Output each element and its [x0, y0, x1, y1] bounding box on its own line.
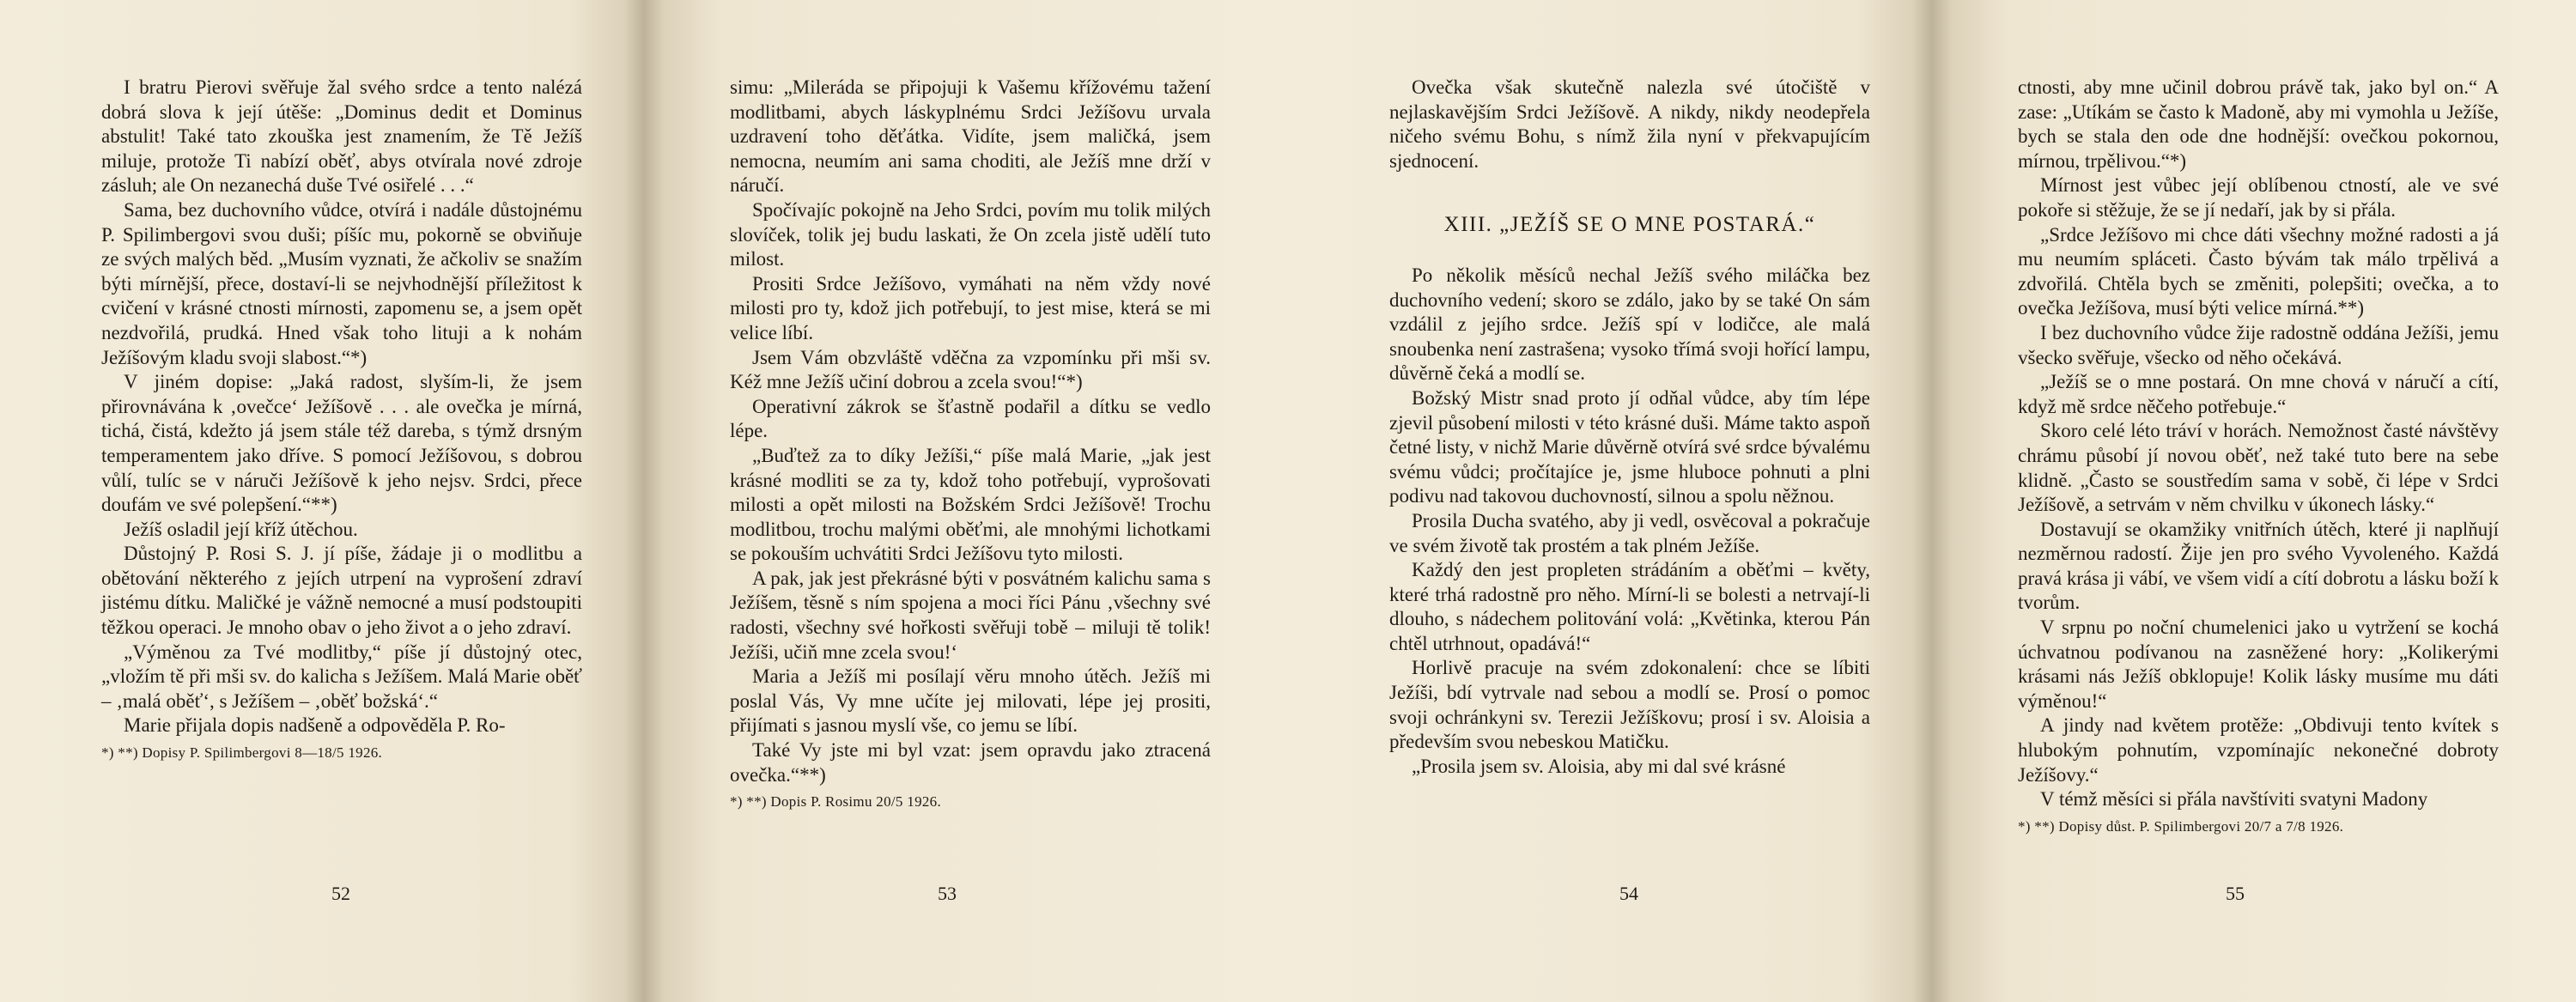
- paragraph: Prositi Srdce Ježíšovo, vymáhati na něm vždy nové milosti pro ty, kdož jich potřebují, to jest mise, která se mi velice líbí.: [730, 272, 1211, 343]
- page-55: [1932, 0, 2576, 1002]
- page-number: 52: [331, 883, 350, 904]
- paragraph: Operativní zákrok se šťastně podařil a dítku se vedlo lépe.: [730, 395, 1211, 442]
- page-52: [0, 0, 644, 1002]
- paragraph: simu: „Mileráda se připojuji k Vašemu křížovému tažení modlitbami, abych láskyplnému Srdci Ježíšovu urvala uzdravení toho děťátka. Vidíte, jsem maličká, jsem nemocna, neumím ani sama choditi, ale Ježíš mne drží v náručí.: [730, 76, 1211, 197]
- footnote: *) **) Dopisy P. Spilimbergovi 8—18/5 1926.: [101, 744, 383, 762]
- page-54: [1288, 0, 1932, 1002]
- page-number: 55: [2226, 883, 2245, 904]
- paragraph: Důstojný P. Rosi S. J. jí píše, žádaje ji o modlitbu a obětování některého z jejích utrpení na vyprošení zdraví jistému dítku. Maličké je vážně nemocné a musí podstoupiti těžkou operaci. Je mnoho obav o jeho život a o jeho zdraví.: [101, 543, 582, 639]
- paragraph: A pak, jak jest překrásné býti v posvátném kalichu sama s Ježíšem, těsně s ním spojena a moci říci Pánu ‚všechny své radosti, všechny své hořkosti svěřuji tobě – miluji tě tolik! Ježíši, učiň mne zcela svou!‘: [730, 567, 1211, 663]
- paragraph: Božský Mistr snad proto jí odňal vůdce, aby tím lépe zjevil působení milosti v této krásné duši. Máme takto aspoň četné listy, v nichž Marie důvěrně otvírá své srdce bývalému svému vůdci; pročítajíce je, jsme hluboce pohnuti a plni podivu nad takovou duchovností, silnou a spolu něžnou.: [1389, 386, 1870, 507]
- paragraph: V témž měsíci si přála navštíviti svatyni Madony: [2040, 788, 2428, 811]
- paragraph: Marie přijala dopis nadšeně a odpověděla P. Ro-: [124, 714, 506, 737]
- page-53-text: [730, 76, 1211, 811]
- book-spread-right: [1288, 0, 2576, 1002]
- paragraph: V srpnu po noční chumelenici jako u vytržení se kochá úchvatnou podívanou na zasněžené hory: „Kolikerými krásami nás Ježíš obklopuje! Kolik lásky musíme mu dáti výměnou!“: [2018, 616, 2499, 712]
- paragraph: Také Vy jste mi byl vzat: jsem opravdu jako ztracená ovečka.“**): [730, 739, 1211, 786]
- page-54-text: [1389, 76, 1870, 779]
- page-52-text: [101, 76, 582, 762]
- paragraph: Sama, bez duchovního vůdce, otvírá i nadále důstojnému P. Spilimbergovi svou duši; píšíc mu, pokorně se obviňuje ze svých malých běd. „Musím vyznati, že ačkoliv se snažím býti mírnější, přece, dostaví-li se nejvhodnější příležitost k cvičení v krásné ctnosti mírnosti, zapomenu se, a jsem opět nezdvořilá, prudká. Hned však toho lituji a k nohám Ježíšovým kladu svoji slabost.“*): [101, 198, 582, 368]
- paragraph: „Ježíš se o mne postará. On mne chová v náručí a cítí, když mě srdce něčeho potřebuje.“: [2018, 371, 2499, 417]
- paragraph: Dostavují se okamžiky vnitřních útěch, které ji naplňují nezměrnou radostí. Žije jen pro svého Vyvoleného. Každá pravá krása ji vábí, ve všem vidí a cítí dobrotu a lásku boží k tvorům.: [2018, 518, 2499, 614]
- page-53: [644, 0, 1288, 1002]
- paragraph: Ježíš osladil její kříž útěchou.: [124, 518, 358, 540]
- paragraph: Po několik měsíců nechal Ježíš svého miláčka bez duchovního vedení; skoro se zdálo, jako by se také On sám vzdálil z jejího srdce. Ježíš spí v lodičce, ale malá snoubenka není zastrašena; vysoko třímá svoji hořící lampu, důvěrně čeká a modlí se.: [1389, 264, 1870, 385]
- paragraph: Horlivě pracuje na svém zdokonalení: chce se líbiti Ježíši, bdí vytrvale nad sebou a modlí se. Prosí o pomoc svoji ochránkyni sv. Terezii Ježíškovu; prosí i sv. Aloisia a především svou nebeskou Matičku.: [1389, 657, 1870, 753]
- paragraph: Prosila Ducha svatého, aby ji vedl, osvěcoval a pokračuje ve svém životě tak prostém a tak plném Ježíše.: [1389, 509, 1870, 556]
- paragraph: Skoro celé léto tráví v horách. Nemožnost časté návštěvy chrámu působí jí novou oběť, než také tuto bere na sebe klidně. „Často se soustředím sama v sobě, či lépe v Srdci Ježíšově, a setrvám v něm chvilku v úkonech lásky.“: [2018, 420, 2499, 516]
- paragraph: „Prosila jsem sv. Aloisia, aby mi dal své krásné: [1412, 755, 1786, 777]
- paragraph: ctnosti, aby mne učinil dobrou právě tak, jako byl on.“ A zase: „Utíkám se často k Madoně, aby mi vymohla u Ježíše, bych se stala den ode dne hodnější: ovečkou pokornou, mírnou, trpělivou.“*): [2018, 76, 2499, 172]
- paragraph: Každý den jest propleten strádáním a oběťmi – květy, které trhá radostně pro něho. Mírní-li se bolesti a netrvají-li dlouho, s nádechem politování volá: „Květinka, kterou Pán chtěl utrhnout, opadává!“: [1389, 559, 1870, 654]
- paragraph: „Výměnou za Tvé modlitby,“ píše jí důstojný otec, „vložím tě při mši sv. do kalicha s Ježíšem. Malá Marie oběť – ‚malá oběť‘, s Ježíšem – ‚oběť božská‘.“: [101, 641, 582, 712]
- page-55-text: [2018, 76, 2499, 836]
- paragraph: Spočívajíc pokojně na Jeho Srdci, povím mu tolik milých slovíček, tolik jej budu laskati, že On zcela jistě udělí tuto milost.: [730, 198, 1211, 270]
- page-number: 54: [1619, 883, 1638, 904]
- footnote: *) **) Dopis P. Rosimu 20/5 1926.: [730, 793, 942, 811]
- paragraph: Maria a Ježíš mi posílají věru mnoho útěch. Ježíš mi poslal Vás, Vy mne učíte jej milovati, lépe jej prositi, přijímati s jasnou myslí vše, co jemu se líbí.: [730, 665, 1211, 737]
- paragraph: I bez duchovního vůdce žije radostně oddána Ježíši, jemu všecko svěřuje, všecko od něho očekává.: [2018, 321, 2499, 368]
- paragraph: Jsem Vám obzvláště vděčna za vzpomínku při mši sv. Kéž mne Ježíš učiní dobrou a zcela svou!“*): [730, 346, 1211, 393]
- paragraph: V jiném dopise: „Jaká radost, slyším-li, že jsem přirovnávána k ‚ovečce‘ Ježíšově . . . ale ovečka je mírná, tichá, čistá, kdežto já jsem stále též dareba, s týmž drsným temperamentem jako dříve. S pomocí Ježíšovou, s dobrou vůlí, tulíc se v náruči Ježíšově k jeho nejsv. Srdci, přece doufám ve své polepšení.“**): [101, 371, 582, 516]
- paragraph: „Buďtež za to díky Ježíši,“ píše malá Marie, „jak jest krásné modliti se za ty, kdož toho potřebují, vyprošovati milosti a opět milosti na Božském Srdci Ježíšově! Trochu modlitbou, trochu malými oběťmi, ale mnohými lichotkami se pokouším uchvátiti Srdci Ježíšovu tyto milosti.: [730, 444, 1211, 565]
- footnote: *) **) Dopisy důst. P. Spilimbergovi 20/7 a 7/8 1926.: [2018, 817, 2344, 835]
- paragraph: I bratru Pierovi svěřuje žal svého srdce a tento nalézá dobrá slova k její útěše: „Dominus dedit et Dominus abstulit! Také tato zkouška jest znamením, že Tě Ježíš miluje, protože Ti nabízí oběť, abys otvírala nové zdroje zásluh; ale On nezanechá duše Tvé osiřelé . . .“: [101, 76, 582, 197]
- chapter-heading: XIII. „JEŽÍŠ SE O MNE POSTARÁ.“: [1443, 213, 1816, 237]
- paragraph: A jindy nad květem protěže: „Obdivuji tento kvítek s hlubokým pohnutím, vzpomínajíc nekonečné dobroty Ježíšovy.“: [2018, 714, 2499, 786]
- paragraph: Mírnost jest vůbec její oblíbenou ctností, ale ve své pokoře si stěžuje, že se jí nedaří, jak by si přála.: [2018, 174, 2499, 221]
- page-number: 53: [938, 883, 957, 904]
- paragraph: Ovečka však skutečně nalezla své útočiště v nejlaskavějším Srdci Ježíšově. A nikdy, nikdy neodepřela ničeho svému Bohu, s nímž žila nyní v překvapujícím sjednocení.: [1389, 76, 1870, 172]
- paragraph: „Srdce Ježíšovo mi chce dáti všechny možné radosti a já mu neumím spláceti. Často bývám tak málo trpělivá a zdvořilá. Chtěla bych se změniti, polepšiti; ovečka, a to ovečka Ježíšova, musí býti velice mírná.**): [2018, 223, 2499, 319]
